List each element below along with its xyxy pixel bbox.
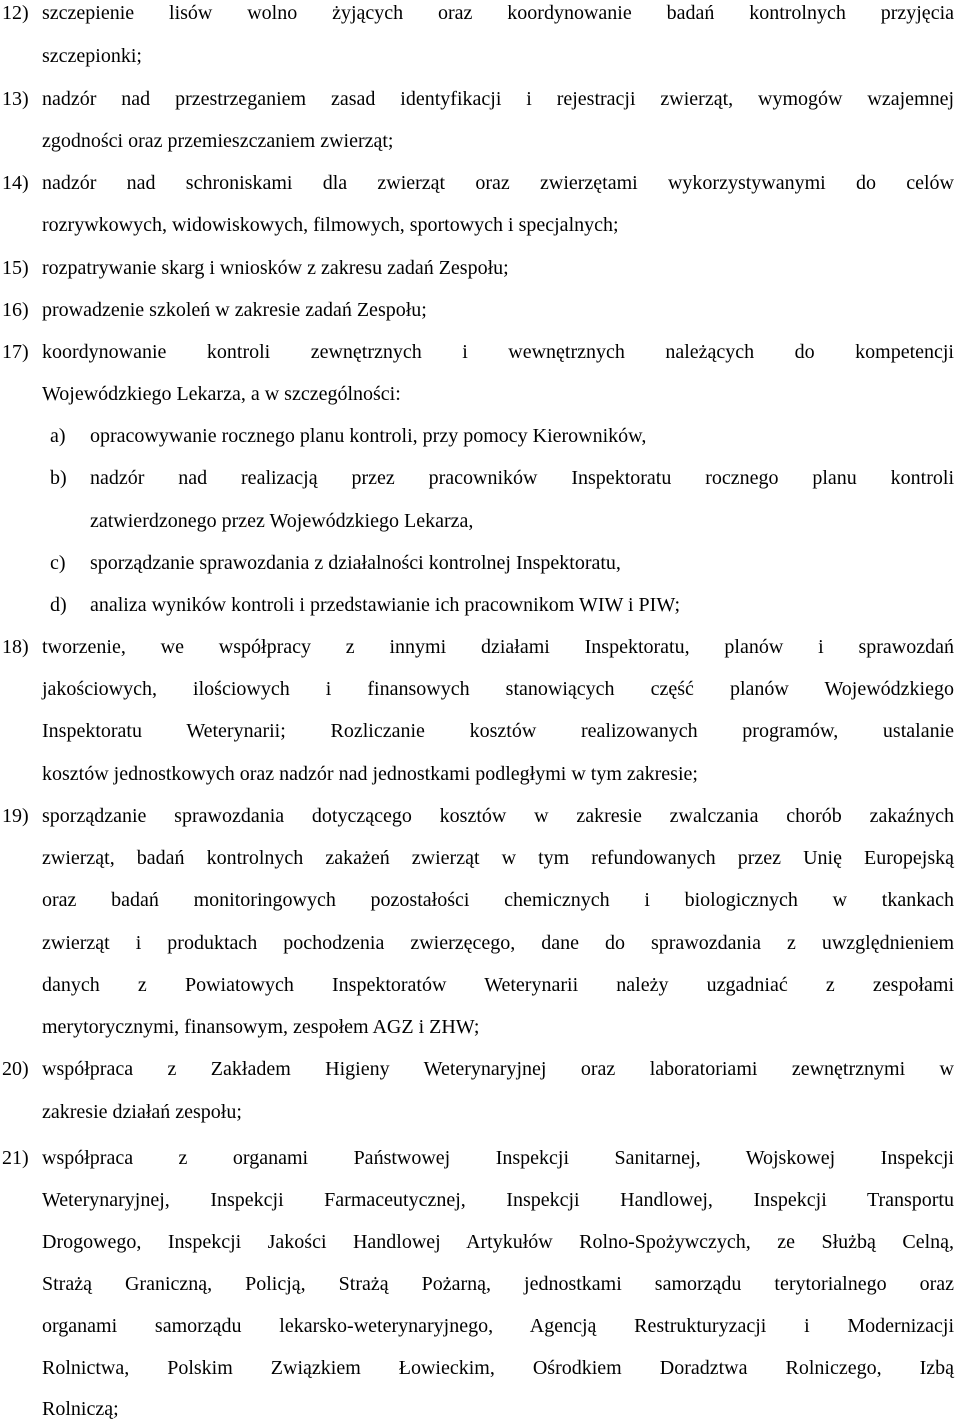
sub-item-text-line: zatwierdzonego przez Wojewódzkiego Lekarza, (90, 510, 474, 532)
sub-item-letter: c) (50, 552, 66, 574)
item-text-line: zwierząt i produktach pochodzenia zwierzęcego, dane do sprawozdania z uwzględnieniem (42, 932, 954, 954)
item-text-line: merytorycznymi, finansowym, zespołem AGZ i ZHW; (42, 1016, 480, 1038)
item-text-line: zgodności oraz przemieszczaniem zwierząt; (42, 130, 394, 152)
sub-item-letter: a) (50, 425, 66, 447)
item-number: 19) (2, 805, 29, 827)
sub-item-letter: d) (50, 594, 67, 616)
item-text-line: zakresie działań zespołu; (42, 1101, 242, 1123)
item-number: 13) (2, 88, 29, 110)
item-number: 17) (2, 341, 29, 363)
item-text-line: Rolnictwa, Polskim Związkiem Łowieckim, Ośrodkiem Doradztwa Rolniczego, Izbą (42, 1357, 954, 1379)
item-text-line: prowadzenie szkoleń w zakresie zadań Zespołu; (42, 299, 427, 321)
item-text-line: rozrywkowych, widowiskowych, filmowych, sportowych i specjalnych; (42, 214, 619, 236)
item-text-line: danych z Powiatowych Inspektoratów Weterynarii należy uzgadniać z zespołami (42, 974, 954, 996)
item-text-line: organami samorządu lekarsko-weterynaryjnego, Agencją Restrukturyzacji i Modernizacji (42, 1315, 954, 1337)
item-number: 14) (2, 172, 29, 194)
sub-item-text-line: opracowywanie rocznego planu kontroli, przy pomocy Kierowników, (90, 425, 647, 447)
item-text-line: nadzór nad przestrzeganiem zasad identyfikacji i rejestracji zwierząt, wymogów wzajemnej (42, 88, 954, 110)
item-text-line: koordynowanie kontroli zewnętrznych i wewnętrznych należących do kompetencji (42, 341, 954, 363)
item-text-line: szczepienie lisów wolno żyjących oraz koordynowanie badań kontrolnych przyjęcia (42, 2, 954, 24)
item-text-line: zwierząt, badań kontrolnych zakażeń zwierząt w tym refundowanych przez Unię Europejską (42, 847, 954, 869)
item-number: 15) (2, 257, 29, 279)
item-text-line: Wojewódzkiego Lekarza, a w szczególności: (42, 383, 401, 405)
sub-item-text-line: analiza wyników kontroli i przedstawianie ich pracownikom WIW i PIW; (90, 594, 681, 616)
item-number: 20) (2, 1058, 29, 1080)
item-number: 18) (2, 636, 29, 658)
item-number: 21) (2, 1147, 29, 1169)
item-text-line: tworzenie, we współpracy z innymi działami Inspektoratu, planów i sprawozdań (42, 636, 954, 658)
item-number: 16) (2, 299, 29, 321)
item-text-line: rozpatrywanie skarg i wniosków z zakresu zadań Zespołu; (42, 257, 509, 279)
item-text-line: oraz badań monitoringowych pozostałości chemicznych i biologicznych w tkankach (42, 889, 954, 911)
item-text-line: współpraca z Zakładem Higieny Weterynaryjnej oraz laboratoriami zewnętrznymi w (42, 1058, 954, 1080)
item-text-line: sporządzanie sprawozdania dotyczącego kosztów w zakresie zwalczania chorób zakaźnych (42, 805, 954, 827)
item-text-line: Weterynaryjnej, Inspekcji Farmaceutycznej, Inspekcji Handlowej, Inspekcji Transportu (42, 1189, 954, 1211)
sub-item-text-line: nadzór nad realizacją przez pracowników Inspektoratu rocznego planu kontroli (90, 467, 954, 489)
sub-item-letter: b) (50, 467, 67, 489)
item-text-line: kosztów jednostkowych oraz nadzór nad jednostkami podległymi w tym zakresie; (42, 763, 698, 785)
item-number: 12) (2, 2, 29, 24)
item-text-line: współpraca z organami Państwowej Inspekcji Sanitarnej, Wojskowej Inspekcji (42, 1147, 954, 1169)
sub-item-text-line: sporządzanie sprawozdania z działalności kontrolnej Inspektoratu, (90, 552, 621, 574)
item-text-line: Drogowego, Inspekcji Jakości Handlowej Artykułów Rolno-Spożywczych, ze Służbą Celną, (42, 1231, 954, 1253)
item-text-line: jakościowych, ilościowych i finansowych stanowiących część planów Wojewódzkiego (42, 678, 954, 700)
item-text-line: Inspektoratu Weterynarii; Rozliczanie kosztów realizowanych programów, ustalanie (42, 720, 954, 742)
item-text-line: szczepionki; (42, 45, 142, 67)
item-text-line: Rolniczą; (42, 1398, 119, 1420)
item-text-line: Strażą Graniczną, Policją, Strażą Pożarną, jednostkami samorządu terytorialnego oraz (42, 1273, 954, 1295)
item-text-line: nadzór nad schroniskami dla zwierząt oraz zwierzętami wykorzystywanymi do celów (42, 172, 954, 194)
